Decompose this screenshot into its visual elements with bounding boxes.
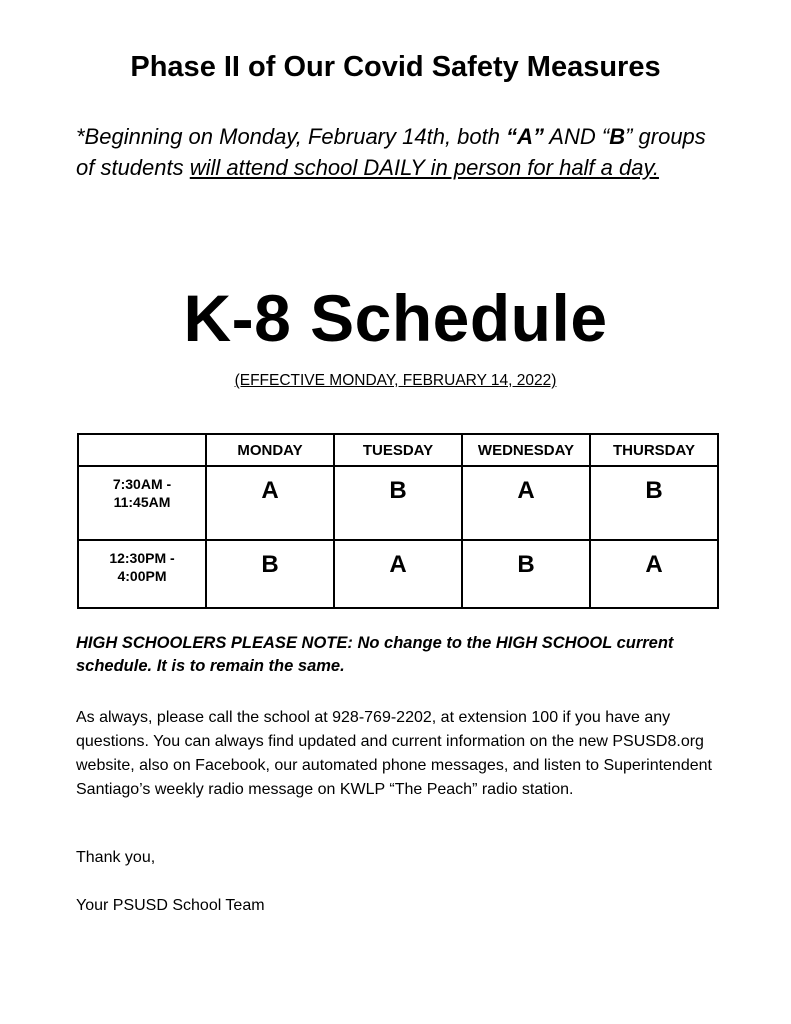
- time-cell: [78, 466, 206, 540]
- group-cell: B: [590, 466, 718, 540]
- group-b-label: B: [609, 124, 626, 149]
- high-school-note: HIGH SCHOOLERS PLEASE NOTE: No change to the HIGH SCHOOL current schedule. It is to remain the same.: [76, 634, 674, 675]
- intro-and: AND “: [544, 124, 610, 149]
- group-cell: A: [334, 540, 462, 608]
- table-row: [78, 540, 718, 608]
- group-cell: A: [206, 466, 334, 540]
- document-title: Phase II of Our Covid Safety Measures: [130, 51, 661, 83]
- group-cell: A: [462, 466, 590, 540]
- time-line: 4:00PM: [117, 568, 167, 584]
- group-cell: B: [334, 466, 462, 540]
- schedule-table: [77, 433, 719, 609]
- table-row: [78, 466, 718, 540]
- intro-close-quote: ”: [625, 124, 633, 149]
- header-thursday: THURSDAY: [590, 434, 718, 466]
- group-cell: B: [206, 540, 334, 608]
- intro-prefix: *Beginning on Monday, February 14th, both: [76, 124, 507, 149]
- intro-paragraph: [76, 121, 726, 183]
- time-line: 12:30PM -: [109, 550, 175, 566]
- time-line: 7:30AM -: [112, 476, 172, 492]
- header-corner: [78, 434, 206, 466]
- contact-paragraph: As always, please call the school at 928-769-2202, at extension 100 if you have any questions. You can always find updated and current information on the new PSUSD8.org website, also on Facebook, our automated phone messages, and listen to Superintendent Santiago’s weekly radio message on KWLP “The Peach” radio station.: [76, 709, 712, 798]
- effective-date: (EFFECTIVE MONDAY, FEBRUARY 14, 2022): [234, 372, 557, 389]
- thank-you-text: Thank you,: [76, 849, 156, 866]
- group-cell: B: [462, 540, 590, 608]
- time-cell: [78, 540, 206, 608]
- header-tuesday: TUESDAY: [334, 434, 462, 466]
- table-header-row: [78, 434, 718, 466]
- time-line: 11:45AM: [113, 494, 171, 510]
- group-a-label: “A”: [506, 124, 544, 149]
- intro-mid: groups of students: [76, 124, 706, 180]
- schedule-title: K-8 Schedule: [183, 281, 608, 355]
- group-cell: A: [590, 540, 718, 608]
- intro-underlined: will attend school DAILY in person for half a day.: [189, 155, 659, 180]
- signature: Your PSUSD School Team: [76, 897, 265, 914]
- header-wednesday: WEDNESDAY: [462, 434, 590, 466]
- header-monday: MONDAY: [206, 434, 334, 466]
